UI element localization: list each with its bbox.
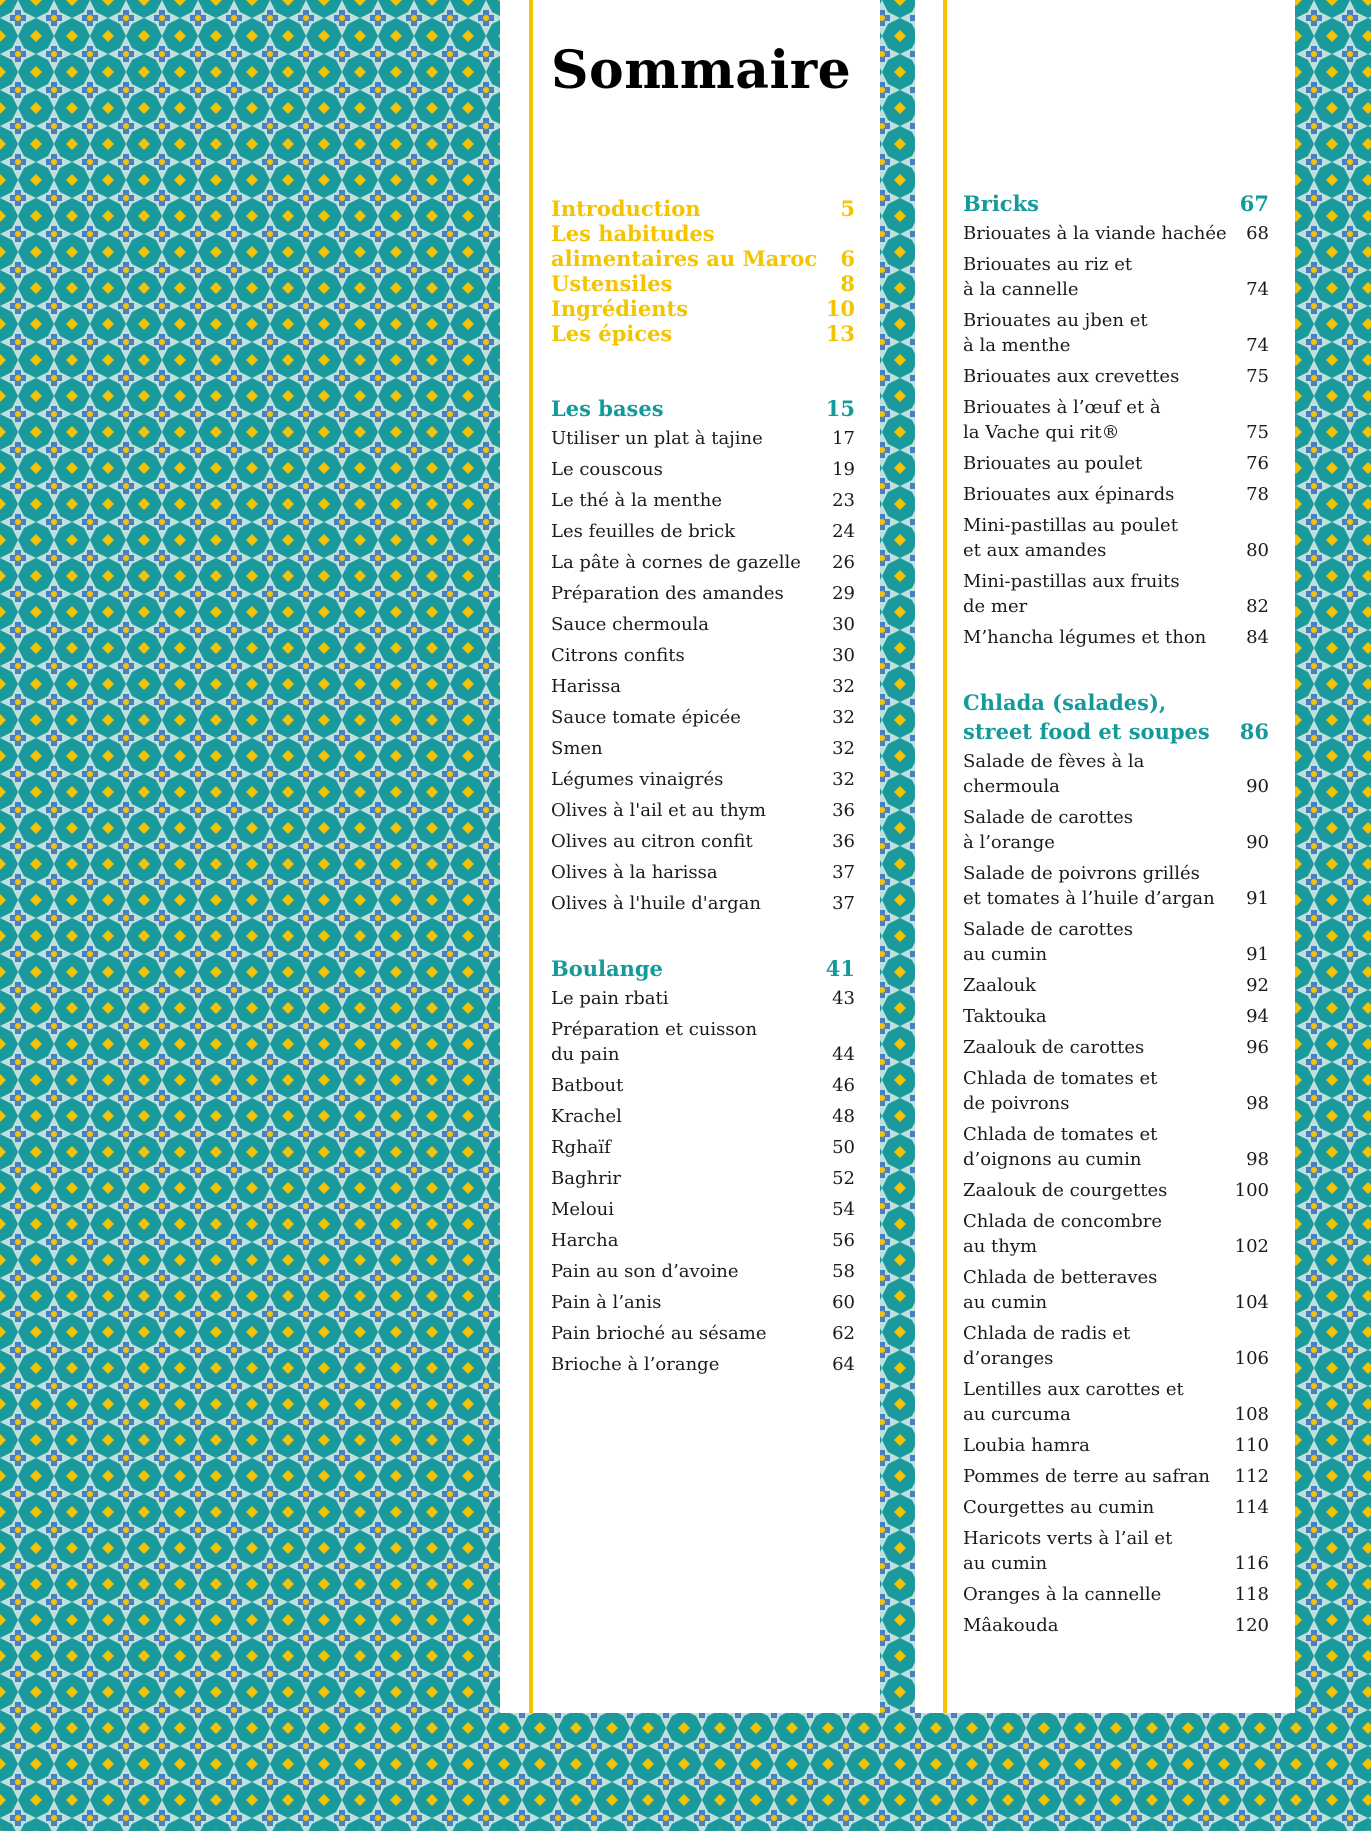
entry-title: Chlada de tomates et d’oignons au cumin (963, 1124, 1158, 1170)
entry-page-number: 62 (832, 1323, 855, 1344)
entry-title: Sauce tomate épicée (551, 707, 741, 728)
toc-entry[interactable] (963, 513, 1269, 563)
entry-page-number: 91 (1246, 944, 1269, 965)
toc-entry[interactable] (963, 1321, 1269, 1371)
toc-section (551, 954, 855, 1377)
entry-page-number: 58 (832, 1261, 855, 1282)
entry-page-number: 114 (1234, 1497, 1269, 1518)
entry-page-number: 46 (832, 1075, 855, 1096)
toc-entry[interactable] (551, 643, 855, 668)
entry-page-number: 76 (1246, 453, 1269, 474)
entry-title: Briouates à la viande hachée (963, 223, 1227, 244)
entry-page-number: 5 (840, 196, 855, 221)
toc-entry[interactable] (551, 1197, 855, 1222)
entry-page-number: 56 (832, 1230, 855, 1251)
section-page-number: 41 (825, 956, 855, 981)
toc-entry[interactable] (963, 1178, 1269, 1203)
entry-title: Olives au citron confit (551, 831, 753, 852)
toc-left-column (551, 394, 855, 1383)
entry-page-number: 78 (1246, 484, 1269, 505)
toc-entry[interactable] (551, 1135, 855, 1160)
entry-title: Chlada de concombre au thym (963, 1211, 1163, 1257)
toc-entry[interactable] (551, 705, 855, 730)
section-title: Bricks (963, 191, 1039, 216)
toc-right-column (963, 189, 1269, 1644)
section-title: Boulange (551, 956, 663, 981)
entry-page-number: 118 (1234, 1584, 1269, 1605)
yellow-divider-line (943, 0, 947, 1713)
toc-entry[interactable] (551, 736, 855, 761)
entry-title: Le couscous (551, 459, 663, 480)
entry-page-number: 96 (1246, 1037, 1269, 1058)
entry-page-number: 8 (840, 271, 855, 296)
toc-entry[interactable] (551, 798, 855, 823)
toc-intro-entry[interactable] (551, 196, 855, 221)
entry-page-number: 94 (1246, 1006, 1269, 1027)
entry-page-number: 90 (1246, 776, 1269, 797)
entry-title: Lentilles aux carottes et au curcuma (963, 1379, 1184, 1425)
entry-page-number: 74 (1246, 335, 1269, 356)
entry-title: La pâte à cornes de gazelle (551, 552, 801, 573)
entry-title: Chlada de betteraves au cumin (963, 1267, 1158, 1313)
entry-title: Préparation et cuisson du pain (551, 1019, 758, 1065)
entry-title: Brioche à l’orange (551, 1354, 720, 1375)
toc-entry[interactable] (963, 917, 1269, 967)
entry-title: Loubia hamra (963, 1435, 1090, 1456)
entry-page-number: 44 (832, 1044, 855, 1065)
toc-entry[interactable] (551, 1259, 855, 1284)
entry-title: Briouates au jben et à la menthe (963, 310, 1148, 356)
entry-title: Pain au son d’avoine (551, 1261, 739, 1282)
entry-page-number: 90 (1246, 832, 1269, 853)
entry-title: Chlada de tomates et de poivrons (963, 1068, 1158, 1114)
toc-entry[interactable] (963, 1265, 1269, 1315)
entry-title: Les habitudes alimentaires au Maroc (551, 221, 818, 271)
toc-entry[interactable] (551, 767, 855, 792)
entry-page-number: 37 (832, 893, 855, 914)
entry-title: Ustensiles (551, 271, 673, 296)
entry-page-number: 120 (1234, 1615, 1269, 1636)
entry-page-number: 116 (1234, 1553, 1269, 1574)
section-page-number: 86 (1239, 719, 1269, 744)
toc-entry[interactable] (963, 805, 1269, 855)
entry-page-number: 92 (1246, 975, 1269, 996)
entry-page-number: 10 (825, 296, 855, 321)
toc-entry[interactable] (551, 986, 855, 1011)
toc-entry[interactable] (551, 891, 855, 916)
entry-title: Rghaïf (551, 1137, 611, 1158)
entry-page-number: 50 (832, 1137, 855, 1158)
toc-entry[interactable] (551, 829, 855, 854)
entry-title: Baghrir (551, 1168, 622, 1189)
entry-page-number: 112 (1234, 1466, 1269, 1487)
toc-entry[interactable] (963, 308, 1269, 358)
entry-title: Le pain rbati (551, 988, 669, 1009)
entry-title: Briouates au poulet (963, 453, 1143, 474)
entry-title: Zaalouk (963, 975, 1037, 996)
entry-page-number: 48 (832, 1106, 855, 1127)
section-title: Chlada (salades), street food et soupes (963, 690, 1210, 744)
entry-title: Salade de fèves à la chermoula (963, 751, 1145, 797)
section-heading[interactable] (963, 688, 1269, 746)
toc-entry[interactable] (963, 1035, 1269, 1060)
toc-entry[interactable] (963, 1433, 1269, 1458)
toc-entry[interactable] (551, 1104, 855, 1129)
entry-page-number: 32 (832, 769, 855, 790)
toc-entry[interactable] (963, 749, 1269, 799)
toc-entry[interactable] (963, 482, 1269, 507)
entry-title: Préparation des amandes (551, 583, 784, 604)
entry-title: Olives à l'ail et au thym (551, 800, 766, 821)
toc-entry[interactable] (551, 550, 855, 575)
toc-intro-entry[interactable] (551, 221, 855, 271)
toc-entry[interactable] (963, 569, 1269, 619)
entry-title: Salade de carottes au cumin (963, 919, 1133, 965)
entry-page-number: 75 (1246, 366, 1269, 387)
entry-title: Courgettes au cumin (963, 1497, 1155, 1518)
yellow-divider-line (529, 0, 533, 1713)
entry-title: Chlada de radis et d’oranges (963, 1323, 1131, 1369)
entry-page-number: 98 (1246, 1149, 1269, 1170)
entry-page-number: 84 (1246, 627, 1269, 648)
entry-page-number: 82 (1246, 596, 1269, 617)
entry-page-number: 91 (1246, 888, 1269, 909)
entry-page-number: 36 (832, 831, 855, 852)
toc-entry[interactable] (551, 1352, 855, 1377)
toc-entry[interactable] (551, 1228, 855, 1253)
entry-page-number: 37 (832, 862, 855, 883)
entry-title: Batbout (551, 1075, 624, 1096)
entry-title: Salade de poivrons grillés et tomates à l’huile d’argan (963, 863, 1215, 909)
entry-title: Smen (551, 738, 603, 759)
toc-entry[interactable] (551, 674, 855, 699)
section-heading[interactable] (963, 189, 1269, 218)
toc-entry[interactable] (551, 519, 855, 544)
entry-title: Briouates au riz et à la cannelle (963, 254, 1133, 300)
entry-page-number: 32 (832, 707, 855, 728)
entry-title: Pain brioché au sésame (551, 1323, 767, 1344)
toc-entry[interactable] (963, 1377, 1269, 1427)
toc-entry[interactable] (963, 1613, 1269, 1638)
entry-title: Utiliser un plat à tajine (551, 428, 763, 449)
toc-entry[interactable] (551, 1073, 855, 1098)
entry-page-number: 80 (1246, 540, 1269, 561)
toc-entry[interactable] (551, 488, 855, 513)
toc-right-panel (915, 0, 1295, 1713)
section-page-number: 15 (825, 396, 855, 421)
toc-entry[interactable] (963, 1464, 1269, 1489)
section-title: Les bases (551, 396, 664, 421)
intro-list (551, 196, 855, 346)
page-title: Sommaire (551, 40, 852, 101)
entry-page-number: 29 (832, 583, 855, 604)
entry-title: Olives à l'huile d'argan (551, 893, 761, 914)
toc-left-panel (500, 0, 880, 1713)
entry-page-number: 52 (832, 1168, 855, 1189)
section-heading[interactable] (551, 954, 855, 983)
entry-page-number: 36 (832, 800, 855, 821)
toc-entry[interactable] (963, 1004, 1269, 1029)
toc-entry[interactable] (963, 1209, 1269, 1259)
entry-page-number: 110 (1234, 1435, 1269, 1456)
entry-title: Briouates à l’œuf et à la Vache qui rit® (963, 397, 1161, 443)
toc-entry[interactable] (551, 1017, 855, 1067)
entry-title: Oranges à la cannelle (963, 1584, 1162, 1605)
entry-title: Krachel (551, 1106, 622, 1127)
entry-page-number: 43 (832, 988, 855, 1009)
entry-page-number: 75 (1246, 422, 1269, 443)
entry-page-number: 30 (832, 645, 855, 666)
entry-page-number: 24 (832, 521, 855, 542)
toc-entry[interactable] (963, 1526, 1269, 1576)
toc-entry[interactable] (551, 1321, 855, 1346)
entry-page-number: 26 (832, 552, 855, 573)
toc-entry[interactable] (963, 1495, 1269, 1520)
entry-page-number: 106 (1234, 1348, 1269, 1369)
toc-entry[interactable] (963, 395, 1269, 445)
entry-page-number: 74 (1246, 279, 1269, 300)
entry-title: Haricots verts à l’ail et au cumin (963, 1528, 1173, 1574)
entry-title: Briouates aux épinards (963, 484, 1175, 505)
entry-title: Sauce chermoula (551, 614, 710, 635)
toc-entry[interactable] (963, 364, 1269, 389)
entry-page-number: 100 (1234, 1180, 1269, 1201)
toc-entry[interactable] (963, 221, 1269, 246)
entry-page-number: 68 (1246, 223, 1269, 244)
toc-section (963, 189, 1269, 650)
entry-page-number: 17 (832, 428, 855, 449)
entry-title: Zaalouk de courgettes (963, 1180, 1168, 1201)
entry-page-number: 102 (1234, 1236, 1269, 1257)
toc-section (551, 394, 855, 916)
toc-entry[interactable] (551, 426, 855, 451)
toc-entry[interactable] (551, 860, 855, 885)
toc-entry[interactable] (551, 1290, 855, 1315)
entry-page-number: 32 (832, 738, 855, 759)
toc-entry[interactable] (551, 581, 855, 606)
toc-entry[interactable] (551, 1166, 855, 1191)
entry-page-number: 13 (825, 321, 855, 346)
entry-page-number: 30 (832, 614, 855, 635)
toc-entry[interactable] (963, 451, 1269, 476)
section-page-number: 67 (1239, 191, 1269, 216)
toc-entry[interactable] (963, 252, 1269, 302)
entry-title: Zaalouk de carottes (963, 1037, 1145, 1058)
entry-title: Ingrédients (551, 296, 689, 321)
entry-page-number: 32 (832, 676, 855, 697)
entry-title: Citrons confits (551, 645, 685, 666)
entry-page-number: 6 (840, 246, 855, 271)
entry-title: Mâakouda (963, 1615, 1059, 1636)
entry-page-number: 23 (832, 490, 855, 511)
entry-title: Légumes vinaigrés (551, 769, 724, 790)
entry-title: Mini-pastillas au poulet et aux amandes (963, 515, 1178, 561)
entry-page-number: 64 (832, 1354, 855, 1375)
entry-title: Mini-pastillas aux fruits de mer (963, 571, 1180, 617)
entry-page-number: 19 (832, 459, 855, 480)
toc-entry[interactable] (963, 973, 1269, 998)
entry-page-number: 108 (1234, 1404, 1269, 1425)
toc-intro-entry[interactable] (551, 321, 855, 346)
entry-title: Les épices (551, 321, 673, 346)
entry-title: Introduction (551, 196, 701, 221)
entry-page-number: 98 (1246, 1093, 1269, 1114)
entry-title: Meloui (551, 1199, 615, 1220)
section-heading[interactable] (551, 394, 855, 423)
entry-title: Harissa (551, 676, 621, 697)
entry-title: Olives à la harissa (551, 862, 718, 883)
toc-intro-entry[interactable] (551, 271, 855, 296)
toc-entry[interactable] (963, 861, 1269, 911)
toc-section (963, 688, 1269, 1638)
entry-title: Pain à l’anis (551, 1292, 662, 1313)
entry-page-number: 60 (832, 1292, 855, 1313)
entry-title: Pommes de terre au safran (963, 1466, 1210, 1487)
entry-title: Salade de carottes à l’orange (963, 807, 1133, 853)
entry-title: M’hancha légumes et thon (963, 627, 1207, 648)
entry-title: Taktouka (963, 1006, 1047, 1027)
entry-title: Le thé à la menthe (551, 490, 722, 511)
toc-entry[interactable] (551, 612, 855, 637)
toc-entry[interactable] (963, 625, 1269, 650)
entry-page-number: 54 (832, 1199, 855, 1220)
entry-page-number: 104 (1234, 1292, 1269, 1313)
toc-entry[interactable] (551, 457, 855, 482)
toc-intro-entry[interactable] (551, 296, 855, 321)
entry-title: Harcha (551, 1230, 619, 1251)
toc-entry[interactable] (963, 1122, 1269, 1172)
toc-entry[interactable] (963, 1582, 1269, 1607)
toc-entry[interactable] (963, 1066, 1269, 1116)
entry-title: Les feuilles de brick (551, 521, 736, 542)
entry-title: Briouates aux crevettes (963, 366, 1180, 387)
